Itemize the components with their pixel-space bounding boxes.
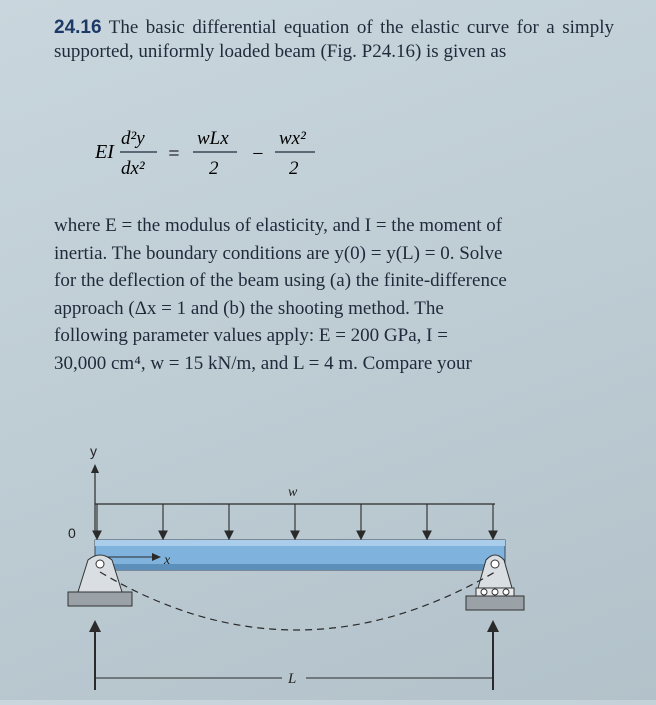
text-line-4: approach (Δx = 1 and (b) the shooting method. The [54, 297, 444, 319]
eq-lhs-coef: EI [95, 141, 114, 163]
deflection-curve [100, 572, 495, 630]
text-line-3: for the deflection of the beam using (a) the finite-difference [54, 270, 507, 291]
label-w: w [288, 485, 298, 500]
label-y: y [90, 443, 97, 459]
load-arrows [93, 504, 497, 539]
eq-term2-den: 2 [289, 158, 299, 179]
eq-lhs-num: d²y [121, 128, 145, 149]
beam-diagram [0, 440, 656, 700]
problem-number: 24.16 [54, 17, 102, 38]
label-origin: 0 [68, 525, 76, 541]
problem-intro: The basic differential equation of the elastic curve for a simply supported, uniformly loaded beam (Fig. P24.16) is given as [54, 17, 614, 62]
eq-term1-den: 2 [209, 158, 219, 179]
eq-lhs-den: dx² [121, 158, 145, 179]
eq-term2-num: wx² [279, 128, 306, 149]
problem-statement [54, 16, 614, 64]
text-line-6: 30,000 cm⁴, w = 15 kN/m, and L = 4 m. Compare your [54, 352, 472, 374]
label-x: x [164, 553, 171, 568]
eq-equals: = [167, 143, 181, 165]
eq-term1-num: wLx [197, 128, 229, 149]
problem-body [54, 212, 614, 377]
equation-svg [95, 120, 335, 190]
differential-equation [95, 120, 335, 196]
eq-minus: − [251, 143, 265, 165]
text-line-2: inertia. The boundary conditions are y(0) = y(L) = 0. Solve [54, 242, 503, 264]
text-line-5: following parameter values apply: E = 200 GPa, I = [54, 325, 448, 346]
y-axis-arrow [91, 464, 99, 473]
text-line-1: where E = the modulus of elasticity, and I = the moment of [54, 215, 503, 236]
label-L: L [288, 671, 297, 687]
beam-figure [0, 440, 656, 700]
